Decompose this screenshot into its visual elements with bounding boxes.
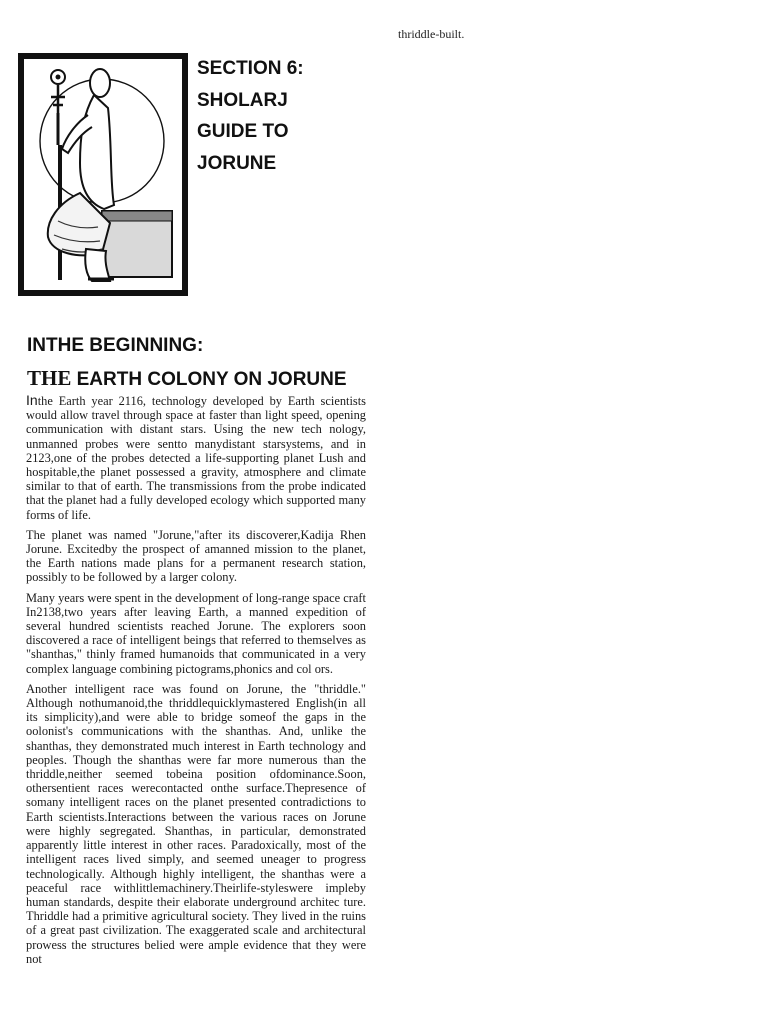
paragraph: Many years were spent in the development of long-range space craft In2138,two years after leaving Earth, a manned expedition of several hundred scientists reached Jorune. The explorers soon discovered a race of intelligent beings that referred to themselves as "shanthas," thinly framed humanoids that communicated in a very complex language combining pictograms,phonics and col ors. <box>26 590 366 676</box>
article-body <box>26 393 366 972</box>
subheading-rest: EARTH COLONY ON JORUNE <box>71 369 347 390</box>
section-title-line: SECTION 6: <box>197 58 304 79</box>
paragraph-initial: In <box>26 392 38 408</box>
section-title-line: GUIDE TO <box>197 121 289 142</box>
paragraph <box>26 393 366 522</box>
section-title <box>197 53 304 179</box>
paragraph-text: the Earth year 2116, technology developed by Earth scientists would allow travel through space at faster than light speed, opening communication with distant stars. Using the new tech nology, unmanned probes were sentto manydistant starsystems, and in 2123,one of the probes detected a life-supporting planet Lush and hospitable,the planet possessed a gravity, atmosphere and climate similar to that of earth. The transmissions from the probe indicated that the planet had a fully developed ecology which supported many forms of life. <box>26 394 366 522</box>
header-note: thriddle-built. <box>398 27 465 41</box>
paragraph: The planet was named "Jorune,"after its discoverer,Kadija Rhen Jorune. Excitedby the prospect of amanned mission to the planet, the Earth nations made plans for a permanent research station, possibly to be followed by a larger colony. <box>26 527 366 585</box>
shantha-illustration <box>18 53 188 296</box>
subheading-the: THE <box>27 366 72 390</box>
paragraph: Another intelligent race was found on Jorune, the "thriddle." Although nothumanoid,the thriddlequicklymastered English(in all its simplicity),and were able to bridge someof the gaps in the oolonist's communications with the shanthas. And, unlike the shanthas, they demonstrated much interest in Earth technology and peoples. Though the shanthas were far more numerous than the thriddle,neither seemed tobeina position ofdominance.Soon, othersentient races werecontacted onthe surface.Thepresence of somany intelligent races on the planet presented contradictions to Earth scientists.Interactions between the various races on Jorune were highly segregated. Shanthas, in particular, demonstrated apparently little interest in other races. Paradoxically, most of the intelligent races lived simply, and seemed uneager to progress technologically. Although highly intelligent, the shanthas were a peaceful race withlittlemachinery.Theirlife-styleswere impleby human standards, despite their elaborate underground architec ture. Thriddle had a primitive agricultural society. They lived in the ruins of a great past civilization. The exaggerated scale and architectural prowess the structures belied were ample evidence that they were not <box>26 681 366 966</box>
section-title-line: JORUNE <box>197 152 277 174</box>
section-title-line: SHOLARJ <box>197 89 288 111</box>
article-subheading <box>27 366 347 391</box>
article-heading: INTHE BEGINNING: <box>27 335 204 356</box>
